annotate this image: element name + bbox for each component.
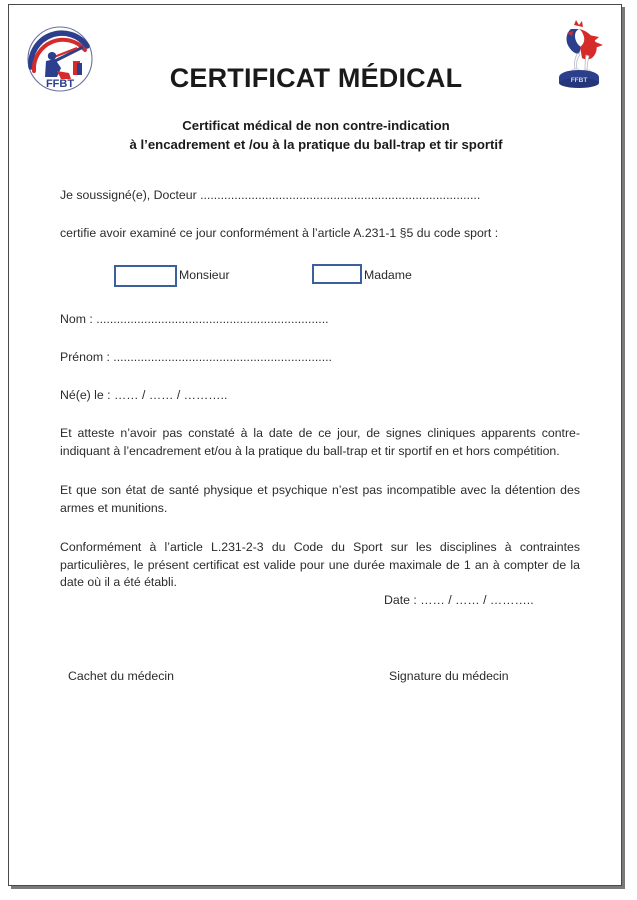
ffbt-logo-text: FFBT	[45, 78, 75, 90]
validity-paragraph: Conformément à l’article L.231-2-3 du Code du Sport sur les disciplines à contraintes particulières, le présent certificat est valide pour une durée maximale de 1 an à compter de la date où il a été établi.	[60, 540, 580, 589]
spacer	[60, 241, 580, 259]
spacer	[60, 403, 580, 425]
page-title: CERTIFICAT MÉDICAL	[169, 63, 463, 93]
birthdate-field-line[interactable]: Né(e) le : …… / …… / ………..	[60, 388, 228, 402]
nom-field-line[interactable]: Nom : ....................................................................	[60, 312, 329, 326]
checkbox-madame[interactable]	[312, 264, 362, 284]
spacer	[60, 517, 580, 539]
gender-checkbox-row	[60, 259, 580, 293]
doctor-stamp-label: Cachet du médecin	[68, 669, 174, 683]
attestation-paragraph: Et atteste n’avoir pas constaté à la date de ce jour, de signes cliniques apparents contre-indiquant à l’encadrement et/ou à la pratique du ball-trap et tir sportif en et hors compétition.	[60, 426, 580, 458]
spacer	[60, 365, 580, 387]
subtitle-line-2: à l’encadrement et /ou à la pratique du ball-trap et tir sportif	[129, 137, 503, 152]
spacer	[60, 203, 580, 225]
page-subtitle	[9, 116, 623, 154]
prenom-field-line[interactable]: Prénom : ................................................................	[60, 350, 332, 364]
spacer	[60, 460, 580, 482]
spacer	[60, 327, 580, 349]
certificate-page	[8, 4, 622, 886]
doctor-name-field-line[interactable]: Je soussigné(e), Docteur ..................................................................................	[60, 188, 481, 202]
health-status-paragraph: Et que son état de santé physique et psychique n’est pas incompatible avec la détention des armes et munitions.	[60, 483, 580, 515]
certification-statement-line: certifie avoir examiné ce jour conformément à l’article A.231-1 §5 du code sport :	[60, 226, 499, 240]
subtitle-line-1: Certificat médical de non contre-indication	[182, 118, 450, 133]
rooster-logo-text: FFBT	[570, 77, 588, 84]
spacer	[60, 293, 580, 311]
date-field-line[interactable]: Date : …… / …… / ………..	[384, 593, 534, 607]
certificate-body	[60, 187, 580, 592]
checkbox-monsieur-label: Monsieur	[179, 268, 230, 282]
checkbox-monsieur[interactable]	[114, 265, 177, 287]
checkbox-madame-label: Madame	[364, 268, 412, 282]
doctor-signature-label: Signature du médecin	[389, 669, 509, 683]
